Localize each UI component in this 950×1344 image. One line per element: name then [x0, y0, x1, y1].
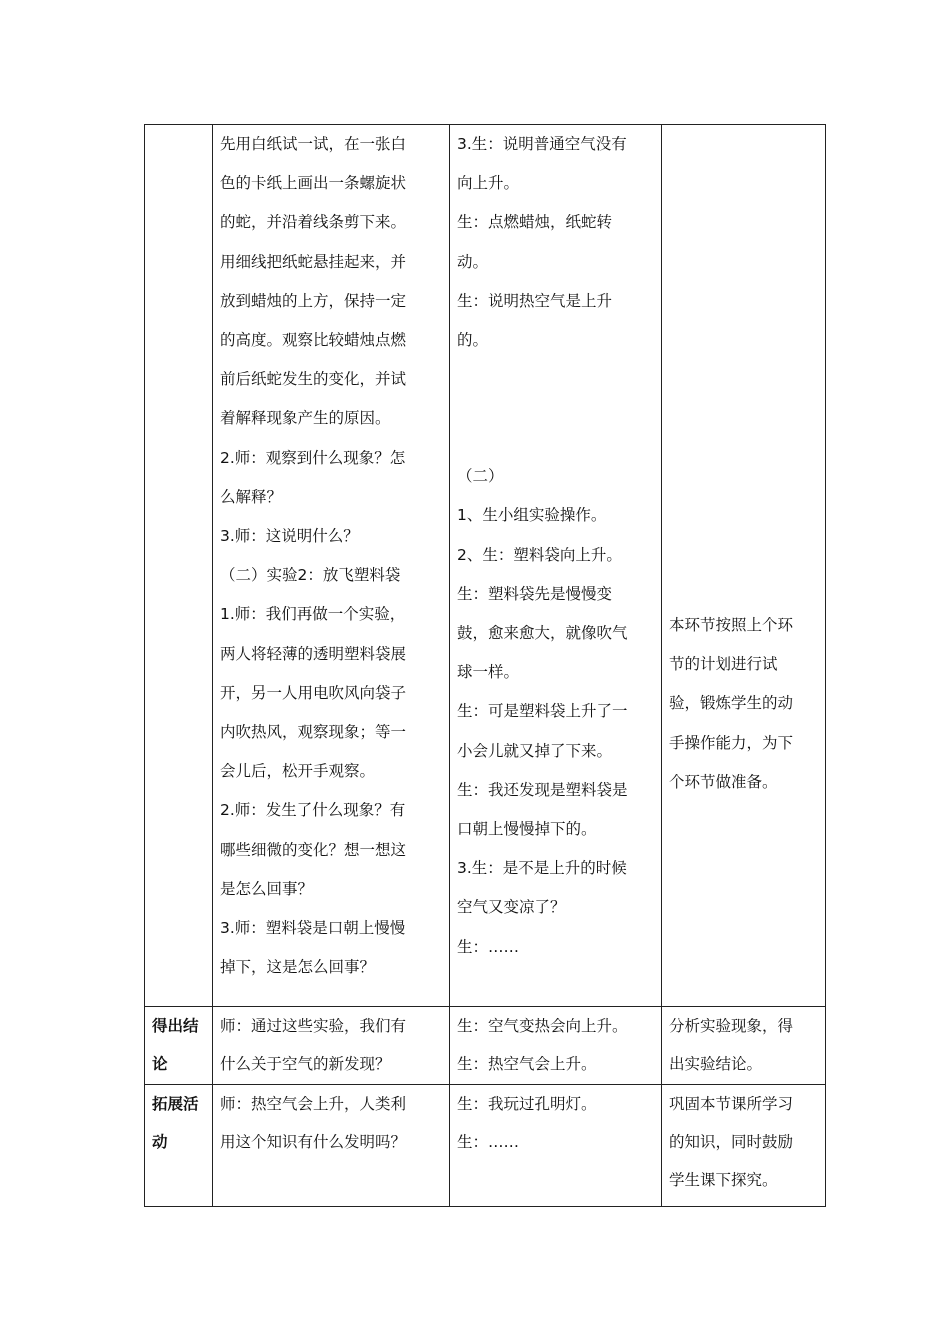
student-lines-bottom	[457, 457, 654, 967]
text-line: 动。	[457, 252, 489, 271]
text-line: 生：点燃蜡烛，纸蛇转	[457, 213, 613, 232]
teacher-lines	[220, 1007, 442, 1083]
text-line: 生：我还发现是塑料袋是	[457, 780, 628, 799]
text-line: 得出结	[152, 1017, 199, 1035]
text-line: 本环节按照上个环	[669, 616, 794, 634]
text-line: 球一样。	[457, 663, 520, 682]
text-line: 分析实验现象，得	[669, 1017, 794, 1035]
design-intent-cell	[662, 1007, 826, 1085]
text-line: 生：……	[457, 1133, 520, 1151]
text-line: 师：热空气会上升，人类利	[220, 1095, 407, 1113]
text-line: 生：热空气会上升。	[457, 1055, 597, 1073]
text-line: 师：通过这些实验，我们有	[220, 1017, 407, 1035]
text-line: 3.师：这说明什么？	[220, 527, 359, 546]
text-line: 先用白纸试一试，在一张白	[220, 135, 407, 153]
text-line: 手操作能力，为下	[669, 733, 794, 752]
text-line: 2、生：塑料袋向上升。	[457, 545, 622, 564]
text-line: （二）实验2：放飞塑料袋	[220, 566, 401, 585]
text-line: 生：空气变热会向上升。	[457, 1017, 628, 1035]
table-row	[145, 125, 826, 1007]
design-intent-cell	[662, 125, 826, 1007]
text-line: 掉下，这是怎么回事？	[220, 958, 376, 977]
text-line: 向上升。	[457, 174, 520, 193]
stage-label-cell	[145, 125, 213, 1007]
text-line: 开，另一人用电吹风向袋子	[220, 683, 407, 702]
student-activity-cell	[450, 1007, 662, 1085]
teacher-lines	[220, 1085, 442, 1161]
text-line: 哪些细微的变化？想一想这	[220, 840, 407, 859]
text-line: 的知识，同时鼓励	[669, 1133, 794, 1151]
text-line: 么解释？	[220, 487, 283, 506]
text-line: 学生课下探究。	[669, 1171, 778, 1189]
text-line: 色的卡纸上画出一条螺旋状	[220, 174, 407, 193]
text-line: 放到蜡烛的上方，保持一定	[220, 291, 407, 310]
text-line: 用细线把纸蛇悬挂起来，并	[220, 252, 407, 271]
teacher-activity-cell	[213, 1007, 450, 1085]
text-line: 3.生：是不是上升的时候	[457, 859, 627, 878]
student-lines	[457, 1085, 654, 1161]
text-line: 论	[152, 1055, 168, 1073]
text-line: 生：可是塑料袋上升了一	[457, 702, 628, 721]
text-line: 2.师：观察到什么现象？怎	[220, 448, 406, 467]
text-line: 用这个知识有什么发明吗？	[220, 1133, 407, 1151]
text-line: 2.师：发生了什么现象？有	[220, 801, 406, 820]
student-activity-cell	[450, 1085, 662, 1207]
design-lines	[669, 1085, 818, 1199]
text-line: 的高度。观察比较蜡烛点燃	[220, 331, 407, 350]
student-lines-top	[457, 125, 654, 360]
text-line: 着解释现象产生的原因。	[220, 409, 391, 428]
text-line: 3.师：塑料袋是口朝上慢慢	[220, 919, 406, 938]
text-line: 口朝上慢慢掉下的。	[457, 820, 597, 839]
text-line: 会儿后，松开手观察。	[220, 762, 376, 781]
text-line: 生：塑料袋先是慢慢变	[457, 584, 613, 603]
table-row	[145, 1085, 826, 1207]
text-line: 巩固本节课所学习	[669, 1095, 794, 1113]
teacher-lines	[220, 125, 442, 987]
teacher-activity-cell	[213, 1085, 450, 1207]
text-line: 是怎么回事？	[220, 879, 314, 898]
text-line: 鼓，愈来愈大，就像吹气	[457, 624, 628, 643]
text-line: 出实验结论。	[669, 1055, 763, 1073]
student-activity-cell	[450, 125, 662, 1007]
text-line: 的蛇，并沿着线条剪下来。	[220, 213, 407, 232]
design-intent-cell	[662, 1085, 826, 1207]
text-line: 生：我玩过孔明灯。	[457, 1095, 597, 1113]
text-line: 拓展活	[152, 1095, 199, 1113]
text-line: 空气又变凉了？	[457, 898, 566, 917]
text-line: 前后纸蛇发生的变化，并试	[220, 370, 407, 389]
text-line: 内吹热风，观察现象；等一	[220, 723, 407, 742]
stage-label	[152, 1085, 205, 1161]
text-line: 1.师：我们再做一个实验，	[220, 605, 406, 624]
student-lines	[457, 1007, 654, 1083]
spacer	[457, 360, 654, 457]
text-line: 个环节做准备。	[669, 772, 778, 791]
text-line: 动	[152, 1133, 168, 1151]
text-line: 什么关于空气的新发现？	[220, 1055, 391, 1073]
teacher-activity-cell	[213, 125, 450, 1007]
stage-label-cell	[145, 1007, 213, 1085]
text-line: 生：……	[457, 937, 520, 956]
text-line: 3.生：说明普通空气没有	[457, 135, 627, 153]
text-line: 两人将轻薄的透明塑料袋展	[220, 644, 407, 663]
text-line: 节的计划进行试	[669, 655, 778, 674]
table-row	[145, 1007, 826, 1085]
text-line: 验，锻炼学生的动	[669, 694, 794, 713]
stage-label-cell	[145, 1085, 213, 1207]
text-line: 1、生小组实验操作。	[457, 506, 607, 525]
design-lines	[669, 1007, 818, 1083]
design-lines	[669, 606, 818, 802]
text-line: 的。	[457, 331, 489, 350]
text-line: （二）	[457, 467, 504, 486]
stage-label	[152, 1007, 205, 1083]
text-line: 小会儿就又掉了下来。	[457, 741, 613, 760]
lesson-plan-table	[144, 124, 826, 1207]
text-line: 生：说明热空气是上升	[457, 291, 613, 310]
